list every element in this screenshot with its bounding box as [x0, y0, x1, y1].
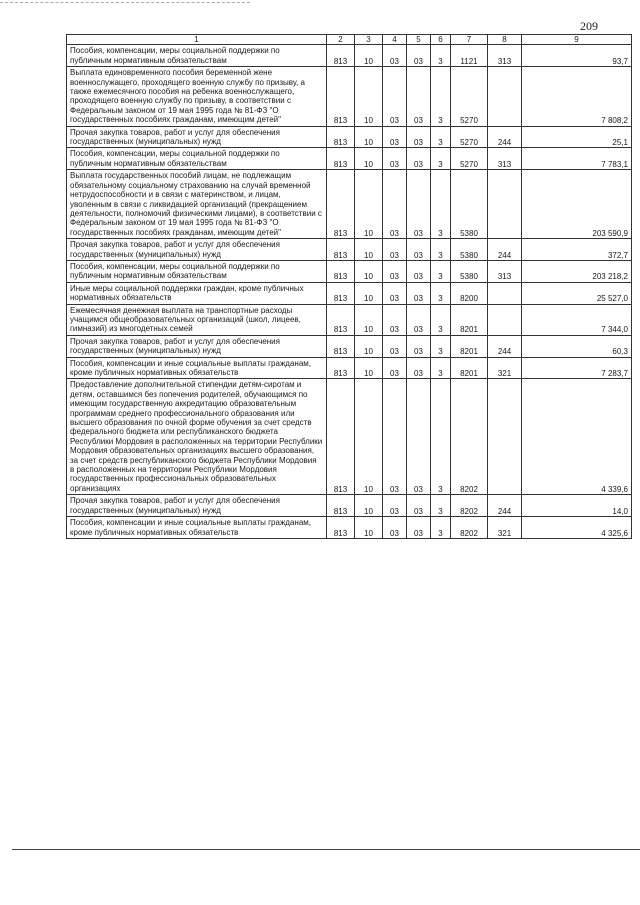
code-cell: 03 — [407, 67, 431, 126]
table-row — [67, 335, 632, 357]
code-cell: 3 — [431, 282, 451, 304]
code-cell: 321 — [488, 517, 522, 539]
code-cell — [488, 67, 522, 126]
code-cell: 5270 — [451, 126, 488, 148]
amount-cell: 60,3 — [522, 335, 632, 357]
code-cell: 813 — [327, 379, 355, 495]
row-name-cell: Пособия, компенсации, меры социальной поддержки по публичным нормативным обязательствам — [67, 148, 327, 170]
table-row — [67, 260, 632, 282]
code-cell: 813 — [327, 495, 355, 517]
amount-cell: 7 808,2 — [522, 67, 632, 126]
code-cell: 3 — [431, 239, 451, 261]
code-cell: 8201 — [451, 335, 488, 357]
code-cell — [488, 304, 522, 335]
code-cell: 3 — [431, 170, 451, 239]
row-name-cell: Пособия, компенсации, меры социальной поддержки по публичным нормативным обязательствам — [67, 45, 327, 67]
amount-cell: 7 283,7 — [522, 357, 632, 379]
table-row — [67, 379, 632, 495]
code-cell: 5380 — [451, 260, 488, 282]
table-row — [67, 239, 632, 261]
code-cell: 3 — [431, 148, 451, 170]
row-name-cell: Прочая закупка товаров, работ и услуг для обеспечения государственных (муниципальных) нужд — [67, 239, 327, 261]
code-cell: 8202 — [451, 379, 488, 495]
row-name-cell: Предоставление дополнительной стипендии детям-сиротам и детям, оставшимся без попечения родителей, обучающимся по имеющим государственную аккредитацию образовательным программам среднего профессионального образования или высшего образования по очной форме обучения за счет средств федерального бюджета или республиканского бюджета Республики Мордовия в расположенных на территории Республики Мордовия образовательных организациях высшего образования, за счет средств республиканского бюджета Республики Мордовия в расположенных на территории Республики Мордовия государственных профессиональных образовательных организациях — [67, 379, 327, 495]
code-cell: 03 — [407, 335, 431, 357]
amount-cell: 25,1 — [522, 126, 632, 148]
scan-edge-artifact — [0, 2, 250, 3]
amount-cell: 4 325,6 — [522, 517, 632, 539]
code-cell: 313 — [488, 148, 522, 170]
code-cell: 03 — [383, 379, 407, 495]
code-cell — [488, 379, 522, 495]
header-cell: 5 — [407, 35, 431, 45]
code-cell — [488, 170, 522, 239]
header-cell: 8 — [488, 35, 522, 45]
code-cell: 03 — [407, 239, 431, 261]
amount-cell: 203 590,9 — [522, 170, 632, 239]
code-cell: 8201 — [451, 357, 488, 379]
table-row — [67, 304, 632, 335]
code-cell: 813 — [327, 126, 355, 148]
code-cell: 03 — [383, 517, 407, 539]
code-cell: 10 — [355, 379, 383, 495]
code-cell: 03 — [383, 495, 407, 517]
row-name-cell: Иные меры социальной поддержки граждан, кроме публичных нормативных обязательств — [67, 282, 327, 304]
code-cell: 8201 — [451, 304, 488, 335]
code-cell: 03 — [407, 357, 431, 379]
code-cell: 10 — [355, 170, 383, 239]
code-cell: 10 — [355, 260, 383, 282]
code-cell: 3 — [431, 67, 451, 126]
row-name-cell: Прочая закупка товаров, работ и услуг для обеспечения государственных (муниципальных) нужд — [67, 495, 327, 517]
code-cell: 10 — [355, 304, 383, 335]
code-cell: 03 — [407, 148, 431, 170]
code-cell: 244 — [488, 126, 522, 148]
code-cell: 3 — [431, 379, 451, 495]
code-cell: 1121 — [451, 45, 488, 67]
amount-cell: 4 339,6 — [522, 379, 632, 495]
code-cell: 313 — [488, 45, 522, 67]
amount-cell: 372,7 — [522, 239, 632, 261]
code-cell: 3 — [431, 357, 451, 379]
code-cell: 03 — [383, 282, 407, 304]
header-cell: 1 — [67, 35, 327, 45]
page-number: 209 — [580, 19, 598, 33]
code-cell: 5270 — [451, 148, 488, 170]
code-cell: 03 — [407, 126, 431, 148]
code-cell: 03 — [407, 282, 431, 304]
code-cell: 10 — [355, 239, 383, 261]
code-cell: 03 — [407, 260, 431, 282]
code-cell: 10 — [355, 335, 383, 357]
code-cell: 3 — [431, 260, 451, 282]
header-cell: 2 — [327, 35, 355, 45]
header-cell: 9 — [522, 35, 632, 45]
row-name-cell: Прочая закупка товаров, работ и услуг для обеспечения государственных (муниципальных) нужд — [67, 335, 327, 357]
code-cell: 3 — [431, 126, 451, 148]
row-name-cell: Выплата единовременного пособия беременной жене военнослужащего, проходящего военную службу по призыву, а также ежемесячного пособия на ребенка военнослужащего, проходящего военную службу по призыву, в соответствии с Федеральным законом от 19 мая 1995 года № 81-ФЗ "О государственных пособиях гражданам, имеющим детей" — [67, 67, 327, 126]
row-name-cell: Выплата государственных пособий лицам, не подлежащим обязательному социальному страхованию на случай временной нетрудоспособности и в связи с материнством, и лицам, уволенным в связи с ликвидацией организаций (прекращением деятельности, полномочий физическими лицами), в соответствии с Федеральным законом от 19 мая 1995 года № 81-ФЗ "О государственных пособиях гражданам, имеющим детей" — [67, 170, 327, 239]
amount-cell: 7 344,0 — [522, 304, 632, 335]
code-cell: 03 — [383, 67, 407, 126]
page-bottom-rule — [12, 849, 640, 850]
code-cell: 813 — [327, 45, 355, 67]
code-cell: 03 — [383, 335, 407, 357]
code-cell: 10 — [355, 67, 383, 126]
code-cell: 03 — [383, 45, 407, 67]
code-cell: 813 — [327, 335, 355, 357]
table-row — [67, 495, 632, 517]
code-cell: 8200 — [451, 282, 488, 304]
code-cell: 321 — [488, 357, 522, 379]
code-cell: 03 — [407, 379, 431, 495]
code-cell — [488, 282, 522, 304]
table-row — [67, 517, 632, 539]
code-cell: 03 — [407, 304, 431, 335]
code-cell: 813 — [327, 170, 355, 239]
code-cell: 244 — [488, 335, 522, 357]
header-cell: 3 — [355, 35, 383, 45]
code-cell: 03 — [383, 170, 407, 239]
table-row — [67, 357, 632, 379]
code-cell: 8202 — [451, 517, 488, 539]
row-name-cell: Прочая закупка товаров, работ и услуг для обеспечения государственных (муниципальных) нужд — [67, 126, 327, 148]
code-cell: 3 — [431, 304, 451, 335]
code-cell: 5380 — [451, 170, 488, 239]
code-cell: 03 — [407, 170, 431, 239]
amount-cell: 7 783,1 — [522, 148, 632, 170]
table-row — [67, 282, 632, 304]
table-row — [67, 126, 632, 148]
code-cell: 03 — [383, 260, 407, 282]
code-cell: 244 — [488, 495, 522, 517]
code-cell: 10 — [355, 495, 383, 517]
code-cell: 10 — [355, 45, 383, 67]
row-name-cell: Пособия, компенсации, меры социальной поддержки по публичным нормативным обязательствам — [67, 260, 327, 282]
code-cell: 5270 — [451, 67, 488, 126]
code-cell: 10 — [355, 357, 383, 379]
code-cell: 8202 — [451, 495, 488, 517]
code-cell: 813 — [327, 304, 355, 335]
header-cell: 7 — [451, 35, 488, 45]
code-cell: 813 — [327, 148, 355, 170]
code-cell: 03 — [383, 239, 407, 261]
amount-cell: 25 527,0 — [522, 282, 632, 304]
code-cell: 03 — [383, 357, 407, 379]
code-cell: 10 — [355, 517, 383, 539]
table-header-row — [67, 35, 632, 45]
row-name-cell: Пособия, компенсации и иные социальные выплаты гражданам, кроме публичных нормативных обязательств — [67, 357, 327, 379]
table-row — [67, 170, 632, 239]
code-cell: 313 — [488, 260, 522, 282]
header-cell: 6 — [431, 35, 451, 45]
amount-cell: 203 218,2 — [522, 260, 632, 282]
code-cell: 244 — [488, 239, 522, 261]
row-name-cell: Пособия, компенсации и иные социальные выплаты гражданам, кроме публичных нормативных обязательств — [67, 517, 327, 539]
header-cell: 4 — [383, 35, 407, 45]
code-cell: 03 — [383, 304, 407, 335]
amount-cell: 14,0 — [522, 495, 632, 517]
code-cell: 813 — [327, 357, 355, 379]
code-cell: 3 — [431, 517, 451, 539]
code-cell: 3 — [431, 45, 451, 67]
table-row — [67, 148, 632, 170]
code-cell: 10 — [355, 148, 383, 170]
code-cell: 03 — [383, 126, 407, 148]
table-row — [67, 67, 632, 126]
code-cell: 813 — [327, 282, 355, 304]
code-cell: 10 — [355, 282, 383, 304]
code-cell: 813 — [327, 517, 355, 539]
code-cell: 3 — [431, 495, 451, 517]
amount-cell: 93,7 — [522, 45, 632, 67]
code-cell: 5380 — [451, 239, 488, 261]
table-row — [67, 45, 632, 67]
code-cell: 3 — [431, 335, 451, 357]
code-cell: 03 — [407, 495, 431, 517]
budget-table — [66, 34, 632, 539]
code-cell: 03 — [407, 45, 431, 67]
code-cell: 10 — [355, 126, 383, 148]
code-cell: 813 — [327, 260, 355, 282]
code-cell: 813 — [327, 67, 355, 126]
code-cell: 813 — [327, 239, 355, 261]
code-cell: 03 — [383, 148, 407, 170]
code-cell: 03 — [407, 517, 431, 539]
row-name-cell: Ежемесячная денежная выплата на транспортные расходы учащимся общеобразовательных организаций (школ, лицеев, гимназий) из многодетных семей — [67, 304, 327, 335]
